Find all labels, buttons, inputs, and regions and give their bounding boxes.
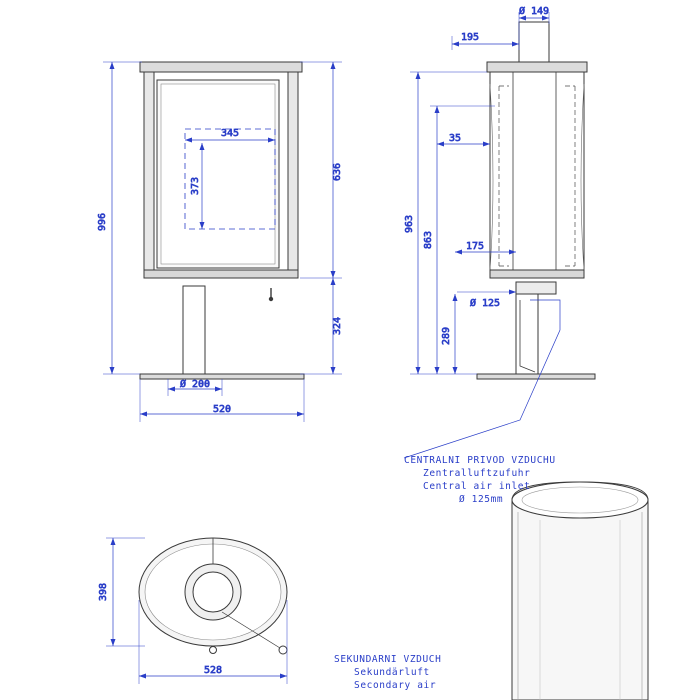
side-flue-pipe [519,22,549,64]
top-handle-circle [279,646,287,654]
annot-central-line-2: Central air inlet [423,481,531,492]
front-top-plate [140,62,302,72]
dim-top-depth: 398 [98,582,109,602]
top-knob-circle [210,647,217,654]
front-glass [161,84,275,264]
dim-front-glass-width: 345 [220,128,240,139]
detail-view-3d [512,482,648,700]
annot-secondary-line-1: Sekundärluft [354,667,430,678]
dim-side-flue-diameter: Ø 149 [518,6,550,17]
dim-front-flue-diameter: Ø 200 [179,379,211,390]
front-base-plate [140,374,304,379]
dim-side-body-top: 863 [423,230,434,250]
front-handle-knob [269,297,273,301]
dim-front-body-height: 636 [332,162,343,182]
annot-secondary-line-2: Secondary air [354,680,437,691]
front-pedestal [183,286,205,374]
detail-top-inner [522,487,638,513]
side-top-plate [487,62,587,72]
dim-front-total-height: 996 [97,212,108,232]
annot-central-line-0: CENTRALNI PRIVOD VZDUCHU [404,455,556,466]
annot-central-line-1: Zentralluftzufuhr [423,468,531,479]
front-view [140,62,304,379]
side-air-inlet [516,282,556,294]
dim-side-mid-offset: 175 [465,241,485,252]
side-base-plate [477,374,595,379]
dim-side-inner-offset: 35 [448,133,462,144]
dim-side-inlet-height: 289 [441,326,452,346]
top-view [139,538,287,654]
side-view [477,22,595,379]
dim-side-inlet-diameter: Ø 125 [469,298,501,309]
top-flue-inner-circle [193,572,233,612]
dim-front-glass-height: 373 [190,176,201,196]
front-right-band [288,72,298,278]
dim-front-base-height: 324 [332,316,343,336]
annot-secondary-line-0: SEKUNDARNI VZDUCH [334,654,442,665]
dim-front-base-width: 520 [212,404,232,415]
side-pedestal [516,294,538,374]
front-bottom-rail [144,270,298,278]
side-body-outline [490,72,584,278]
dim-side-depth-offset: 195 [460,32,480,43]
front-left-band [144,72,154,278]
annotation-secondary-air [334,654,441,691]
dim-side-top-height: 963 [404,214,415,234]
dim-top-width: 528 [203,665,223,676]
annot-central-line-3: Ø 125mm [459,494,504,505]
side-bottom-rail [490,270,584,278]
